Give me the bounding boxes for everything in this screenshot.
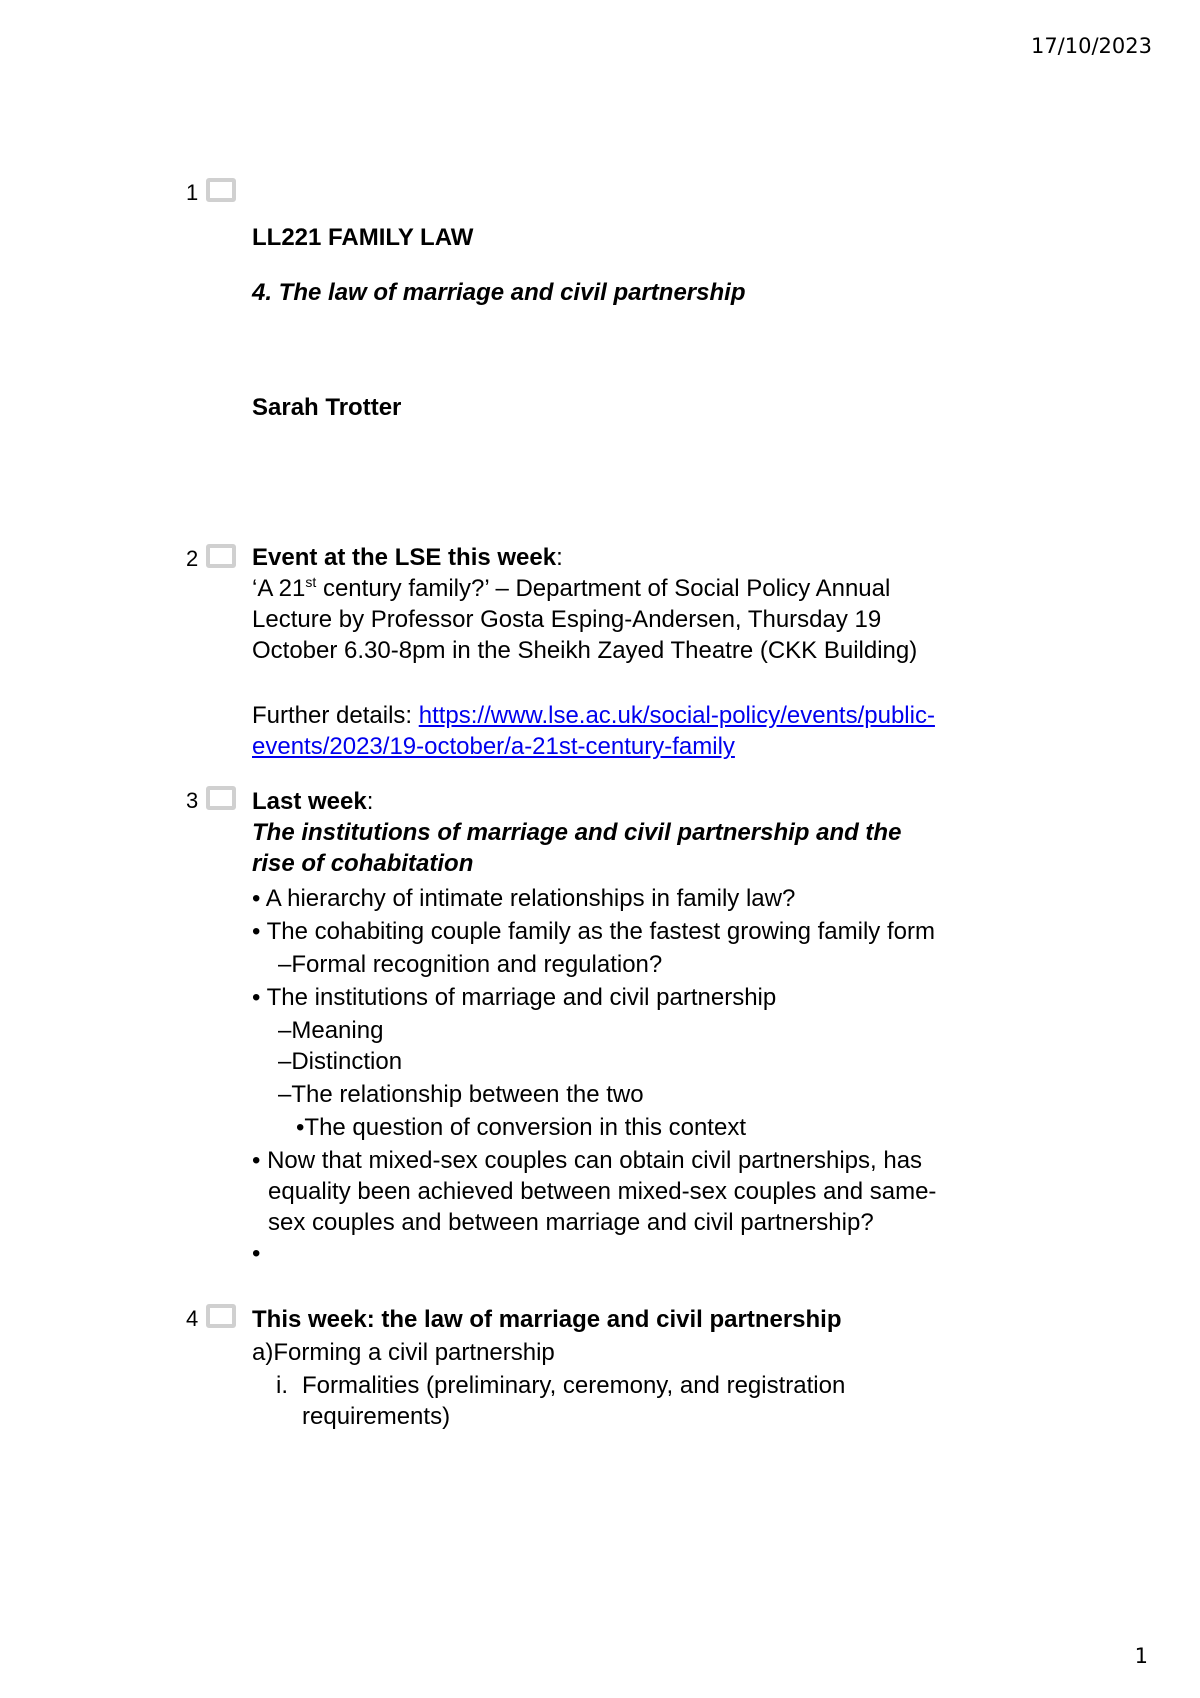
- list-item: –Distinction: [278, 1048, 403, 1075]
- lecture-topic: 4. The law of marriage and civil partnership: [252, 279, 746, 306]
- list-item: • A hierarchy of intimate relationships in family law?: [252, 885, 796, 912]
- list-item: • The cohabiting couple family as the fastest growing family form: [252, 918, 935, 945]
- event-heading: Event at the LSE this week:: [252, 544, 563, 571]
- list-item: –Formal recognition and regulation?: [278, 951, 663, 978]
- list-item-continued: requirements): [302, 1403, 451, 1430]
- list-item: • Now that mixed-sex couples can obtain civil partnerships, has: [252, 1147, 923, 1174]
- slide-number: 2: [186, 546, 199, 571]
- header-date: 17/10/2023: [1030, 34, 1152, 58]
- slide-number: 1: [186, 180, 199, 205]
- list-item: • The institutions of marriage and civil partnership: [252, 984, 777, 1011]
- this-week-heading: This week: the law of marriage and civil partnership: [252, 1306, 842, 1333]
- list-item: –Meaning: [278, 1017, 384, 1044]
- slide-number: 3: [186, 788, 199, 813]
- slide-thumbnail-icon: [206, 1304, 236, 1328]
- event-link-continued[interactable]: events/2023/19-october/a-21st-century-family: [252, 733, 735, 760]
- course-title: LL221 FAMILY LAW: [252, 224, 474, 251]
- last-week-heading: Last week:: [252, 788, 374, 815]
- list-marker: i.: [276, 1372, 288, 1399]
- event-description-line: ‘A 21st century family?’ – Department of Social Policy Annual: [252, 574, 891, 602]
- list-item: a)Forming a civil partnership: [252, 1339, 555, 1366]
- slide-thumbnail-icon: [206, 786, 236, 810]
- list-item: sex couples and between marriage and civil partnership?: [268, 1209, 874, 1236]
- list-item: •The question of conversion in this context: [296, 1114, 746, 1141]
- last-week-subtitle: rise of cohabitation: [252, 850, 474, 877]
- slide-thumbnail-icon: [206, 178, 236, 202]
- event-link[interactable]: https://www.lse.ac.uk/social-policy/events/public-: [418, 702, 935, 729]
- event-description-line: October 6.30-8pm in the Sheikh Zayed Theatre (CKK Building): [252, 637, 918, 664]
- list-item: i. Formalities (preliminary, ceremony, and registration: [276, 1372, 846, 1399]
- further-details: Further details: https://www.lse.ac.uk/social-policy/events/public-: [252, 702, 935, 729]
- slide-thumbnail-icon: [206, 544, 236, 568]
- last-week-subtitle: The institutions of marriage and civil partnership and the: [252, 819, 902, 846]
- event-description-line: Lecture by Professor Gosta Esping-Andersen, Thursday 19: [252, 606, 882, 633]
- list-item: –The relationship between the two: [278, 1081, 644, 1108]
- list-item: equality been achieved between mixed-sex couples and same-: [268, 1178, 937, 1205]
- list-item: •: [252, 1240, 261, 1267]
- author-name: Sarah Trotter: [252, 394, 402, 421]
- slide-number: 4: [186, 1306, 199, 1331]
- page-number: 1: [1134, 1644, 1148, 1668]
